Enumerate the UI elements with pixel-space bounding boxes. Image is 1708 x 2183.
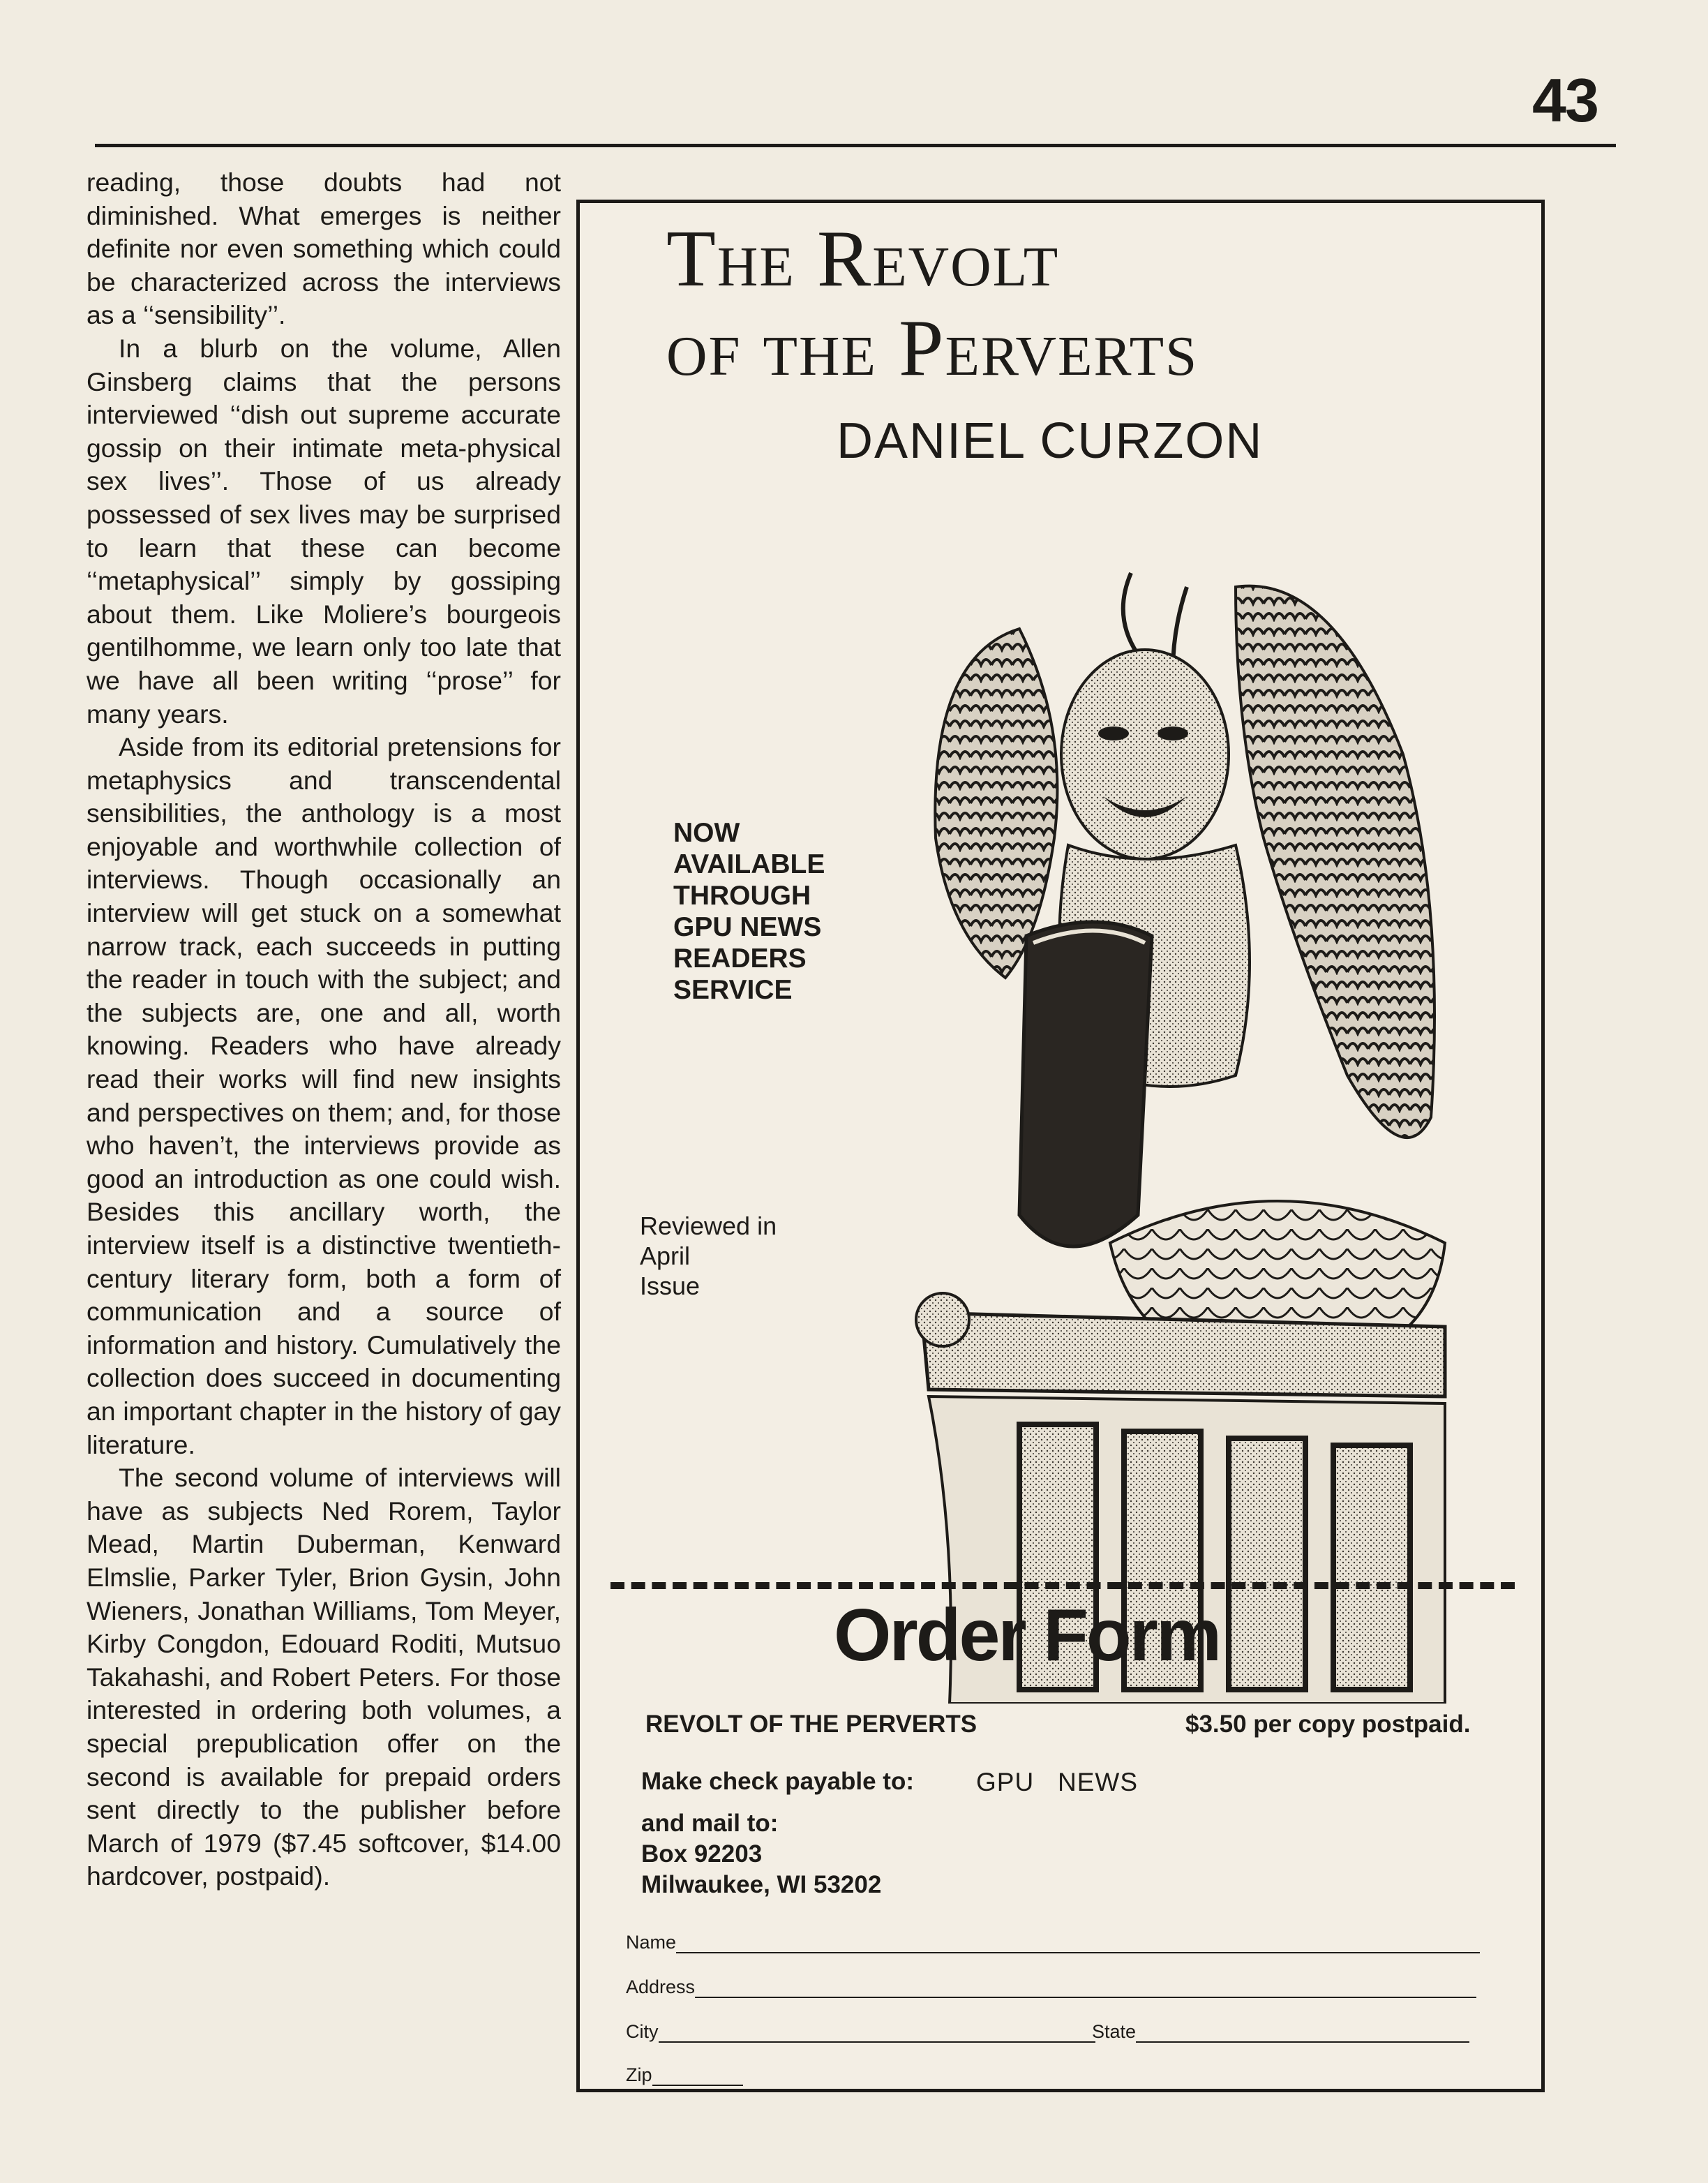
state-label: State [1092,2021,1137,2042]
zip-input-line[interactable] [652,2064,743,2086]
ad-title [666,214,1531,393]
reviewed-line: Issue [640,1272,701,1300]
order-book-title: REVOLT OF THE PERVERTS [645,1711,977,1738]
mail-line: and mail to: [641,1810,779,1837]
mail-line: Box 92203 [641,1840,763,1868]
availability-line: GPU NEWS [673,912,822,942]
reviewed-line: Reviewed in [640,1212,777,1240]
book-advertisement [576,200,1545,2092]
state-field[interactable] [1092,2020,1469,2043]
address-label: Address [626,1976,696,1997]
ad-title-line: of the Perverts [666,304,1199,393]
availability-line: READERS [673,944,807,974]
city-field[interactable] [626,2020,1095,2043]
name-input-line[interactable] [676,1931,1480,1953]
mail-line: Milwaukee, WI 53202 [641,1871,882,1898]
paragraph: In a blurb on the volume, Allen Ginsberg claims that the persons interviewed ‘‘dish out supreme accurate gossip on their intimate meta-physical sex lives’’. Those of us already possessed of sex lives may be surprised to learn that these can become ‘‘metaphysical’’ simply by gossiping about them. Like Moliere’s bourgeois gentilhomme, we learn only too late that we have all been writing ‘‘prose’’ for many years. [87,333,561,729]
availability-line: AVAILABLE [673,849,825,879]
address-field[interactable] [626,1976,1476,1998]
availability-line: SERVICE [673,975,793,1005]
header-rule [95,144,1616,147]
paragraph: The second volume of interviews will have as subjects Ned Rorem, Taylor Mead, Martin Duberman, Kenward Elmslie, Parker Tyler, Brion Gysin, John Wieners, Jonathan Williams, Tom Meyer, Kirby Congdon, Edouard Roditi, Mutsuo Takahashi, and Robert Peters. For those interested in ordering both volumes, a special prepublication offer on the second is available for prepaid orders sent directly to the publisher before March of 1979 ($7.45 softcover, $14.00 hardcover, postpaid). [87,1463,561,1891]
order-form-title: Order Form [834,1594,1220,1676]
availability-notice [673,817,825,1006]
availability-line: THROUGH [673,881,811,911]
order-price: $3.50 per copy postpaid. [1185,1711,1471,1738]
ad-title-line: The Revolt [666,214,1060,304]
page-number: 43 [1532,66,1598,135]
availability-line: NOW [673,818,740,848]
payable-label: Make check payable to: [641,1768,914,1795]
city-label: City [626,2021,659,2042]
payee: GPU NEWS [976,1768,1139,1796]
review-column [87,166,561,1893]
cut-line [610,1582,1515,1589]
paragraph: Aside from its editorial pretensions for metaphysics and transcendental sensibilities, the anthology is a most enjoyable and worthwhile collection of interviews. Though occasionally an interview will get stuck on a somewhat narrow track, each succeeds in putting the reader in touch with the subject; and the subjects are, one and all, worth knowing. Readers who have already read their works will find new insights and perspectives on them; and, for those who haven’t, the interviews provide as good an introduction as one could wish. Besides this ancillary worth, the interview itself is a distinctive twentieth-century literary form, both a form of communication and a source of information and history. Cumulatively the collection does succeed in documenting an important chapter in the history of gay literature. [87,732,561,1459]
paragraph: reading, those doubts had not diminished. What emerges is neither definite nor even something which could be characterized across the interviews as a ‘‘sensibility’’. [87,167,561,330]
address-input-line[interactable] [695,1976,1476,1998]
ad-author: DANIEL CURZON [837,413,1264,469]
zip-field[interactable] [626,2064,743,2086]
name-label: Name [626,1932,677,1953]
city-input-line[interactable] [659,2020,1095,2043]
state-input-line[interactable] [1136,2020,1469,2043]
winged-gargoyle-illustration [845,545,1459,1704]
reviewed-line: April [640,1242,691,1270]
reviewed-notice [640,1211,777,1301]
name-field[interactable] [626,1931,1480,1953]
mailing-address [641,1808,881,1900]
zip-label: Zip [626,2064,652,2085]
